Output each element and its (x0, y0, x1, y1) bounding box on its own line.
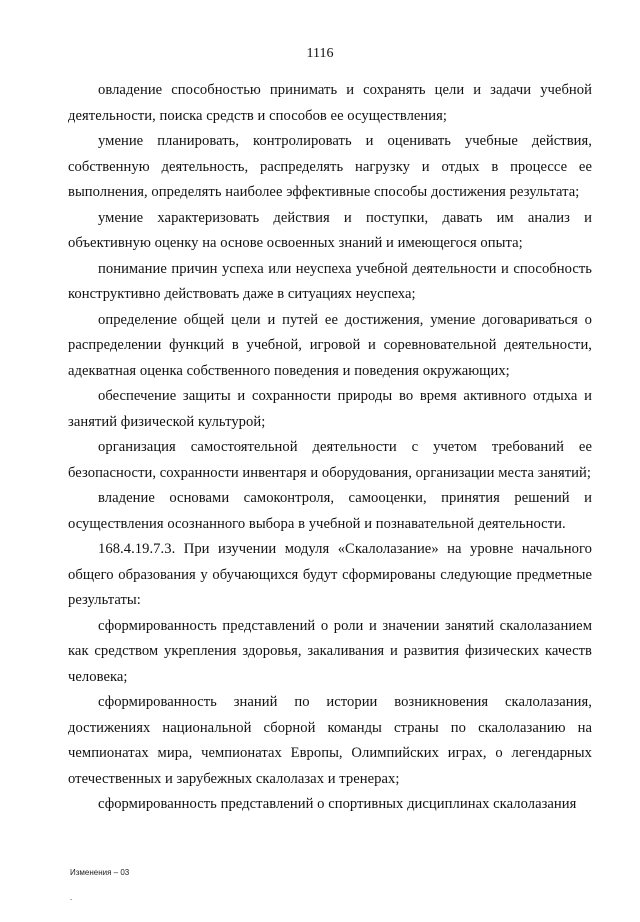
paragraph-3: умение характеризовать действия и поступки, давать им анализ и объективную оценку на основе освоенных знаний и имеющегося опыта; (68, 209, 592, 251)
document-body (68, 78, 592, 818)
footer-revision-note: Изменения – 03 (70, 868, 130, 877)
paragraph-7: организация самостоятельной деятельности с учетом требований ее безопасности, сохранности инвентаря и оборудования, организации места занятий; (68, 439, 592, 481)
paragraph-4: понимание причин успеха или неуспеха учебной деятельности и способность конструктивно действовать даже в ситуациях неуспеха; (68, 260, 592, 302)
paragraph-12: сформированность представлений о спортивных дисциплинах скалолазания (98, 796, 577, 812)
paragraph-11: сформированность знаний по истории возникновения скалолазания, достижениях национальной сборной команды страны по скалолазанию на чемпионатах мира, чемпионатах Европы, Олимпийских играх, о легендарных отечественных и зарубежных скалолазах и тренерах; (68, 694, 592, 787)
paragraph-9: 168.4.19.7.3. При изучении модуля «Скалолазание» на уровне начального общего образования у обучающихся будут сформированы следующие предметные результаты: (68, 541, 592, 608)
footer-mark: . (70, 893, 72, 902)
page-number: 1116 (306, 46, 334, 61)
paragraph-5: определение общей цели и путей ее достижения, умение договариваться о распределении функций в учебной, игровой и соревновательной деятельности, адекватная оценка собственного поведения и поведения окружающих; (68, 311, 592, 379)
paragraph-2: умение планировать, контролировать и оценивать учебные действия, собственную деятельность, распределять нагрузку и отдых в процессе ее выполнения, определять наиболее эффективные способы достижения результата; (68, 133, 592, 200)
paragraph-10: сформированность представлений о роли и значении занятий скалолазанием как средством укрепления здоровья, закаливания и развития физических качеств человека; (68, 617, 592, 685)
paragraph-8: владение основами самоконтроля, самооценки, принятия решений и осуществления осознанного выбора в учебной и познавательной деятельности. (68, 490, 592, 532)
paragraph-6: обеспечение защиты и сохранности природы во время активного отдыха и занятий физической культурой; (68, 388, 592, 430)
paragraph-1: овладение способностью принимать и сохранять цели и задачи учебной деятельности, поиска средств и способов ее осуществления; (68, 82, 592, 124)
